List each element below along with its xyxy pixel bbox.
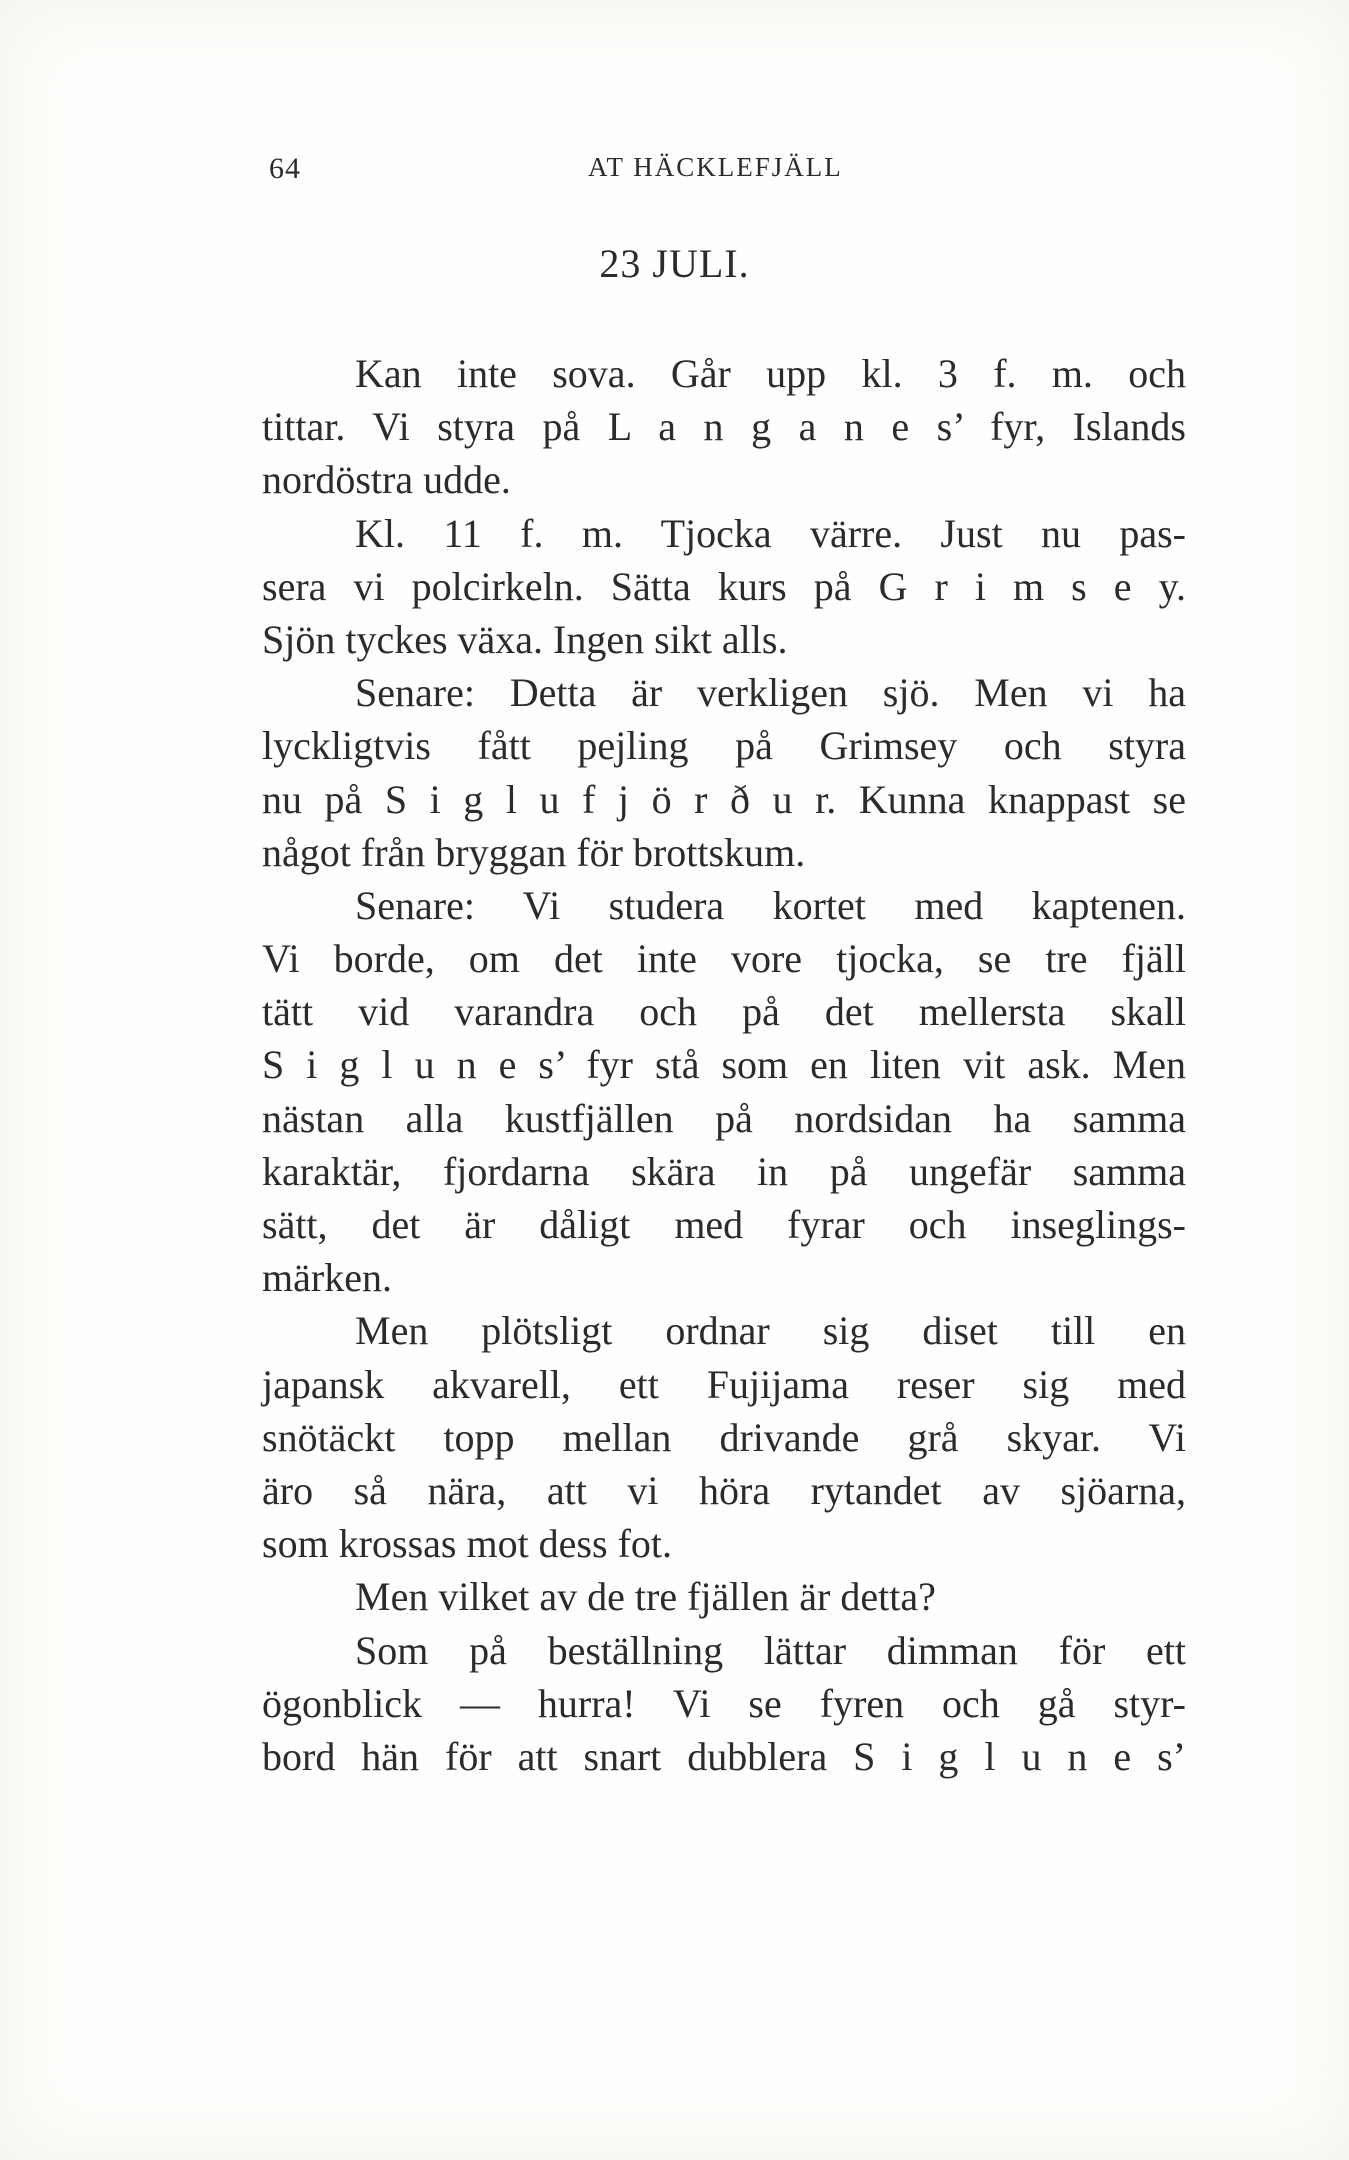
- text-line: Senare: Detta är verkligen sjö. Men vi ha: [355, 670, 1186, 716]
- date-heading: 23 JULI.: [599, 241, 750, 286]
- text-line: ögonblick — hurra! Vi se fyren och gå styr-: [262, 1680, 1186, 1726]
- text-line: nordöstra udde.: [262, 457, 511, 503]
- text-line: nu på S i g l u f j ö r ð u r. Kunna knappast se: [262, 776, 1186, 822]
- running-title: AT HÄCKLEFJÄLL: [588, 152, 843, 182]
- text-line: Men vilket av de tre fjällen är detta?: [355, 1574, 936, 1620]
- text-line: något från bryggan för brottskum.: [262, 829, 806, 875]
- text-line: sera vi polcirkeln. Sätta kurs på G r i m s e y.: [262, 563, 1186, 609]
- text-line: märken.: [262, 1255, 392, 1301]
- text-line: japansk akvarell, ett Fujijama reser sig med: [262, 1361, 1186, 1407]
- text-line: sätt, det är dåligt med fyrar och inseglings-: [262, 1202, 1186, 1247]
- text-line: tittar. Vi styra på L a n g a n e s’ fyr, Islands: [262, 404, 1186, 450]
- text-line: Kl. 11 f. m. Tjocka värre. Just nu pas-: [355, 510, 1186, 556]
- text-line: äro så nära, att vi höra rytandet av sjöarna,: [262, 1467, 1186, 1513]
- text-line: bord hän för att snart dubblera S i g l u n e s’: [262, 1733, 1186, 1779]
- text-line: karaktär, fjordarna skära in på ungefär samma: [262, 1148, 1186, 1194]
- text-line: som krossas mot dess fot.: [262, 1521, 672, 1567]
- text-line: Kan inte sova. Går upp kl. 3 f. m. och: [355, 351, 1186, 396]
- page-number: 64: [269, 152, 301, 185]
- text-line: Men plötsligt ordnar sig diset till en: [355, 1308, 1186, 1354]
- text-line: Senare: Vi studera kortet med kaptenen.: [355, 882, 1186, 928]
- text-line: Vi borde, om det inte vore tjocka, se tre fjäll: [262, 936, 1186, 982]
- text-line: Sjön tyckes växa. Ingen sikt alls.: [262, 616, 788, 662]
- page-header: [269, 152, 869, 192]
- text-line: tätt vid varandra och på det mellersta skall: [262, 989, 1186, 1035]
- text-line: S i g l u n e s’ fyr stå som en liten vit ask. Men: [262, 1042, 1186, 1088]
- body-text: [262, 347, 1186, 1783]
- text-line: nästan alla kustfjällen på nordsidan ha samma: [262, 1095, 1186, 1141]
- text-line: lyckligtvis fått pejling på Grimsey och styra: [262, 723, 1186, 769]
- text-line: snötäckt topp mellan drivande grå skyar. Vi: [262, 1414, 1186, 1460]
- text-line: Som på beställning lättar dimman för ett: [355, 1627, 1186, 1673]
